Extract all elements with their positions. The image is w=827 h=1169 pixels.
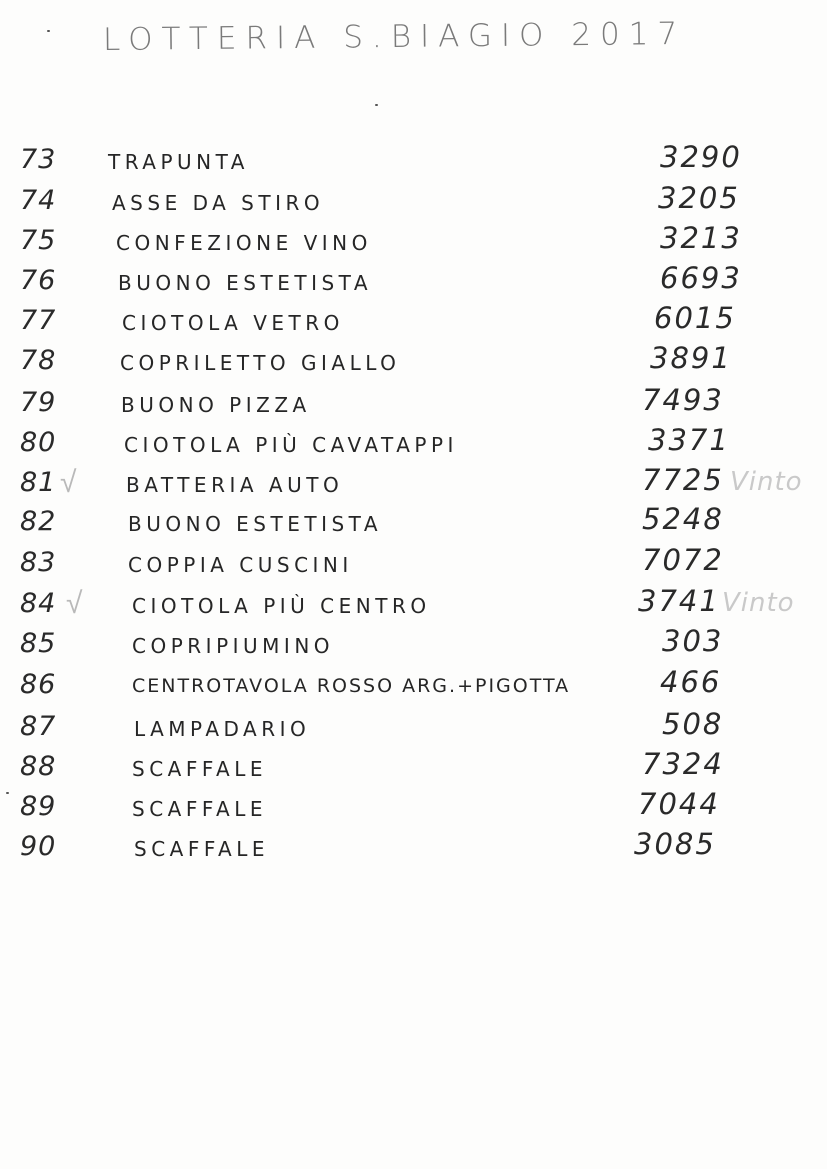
prize-name: SCAFFALE — [134, 837, 269, 861]
table-row — [0, 140, 827, 182]
table-row — [0, 543, 827, 585]
table-row — [0, 383, 827, 425]
table-row — [0, 301, 827, 343]
table-row — [0, 787, 827, 829]
prize-number: 80 — [20, 427, 57, 458]
table-row — [0, 665, 827, 707]
winning-ticket: 7072 — [642, 543, 724, 577]
prize-name: BATTERIA AUTO — [126, 473, 344, 497]
winning-ticket: 3371 — [648, 423, 730, 457]
winning-ticket: 7725 — [642, 463, 724, 497]
prize-number: 87 — [20, 711, 57, 742]
winning-ticket: 3085 — [634, 827, 716, 861]
prize-name: LAMPADARIO — [134, 717, 311, 741]
prize-number: 86 — [20, 669, 57, 700]
prize-name: SCAFFALE — [132, 797, 267, 821]
winning-ticket: 3205 — [658, 181, 740, 215]
winning-ticket: 7493 — [642, 383, 724, 417]
prize-number: 88 — [20, 751, 57, 782]
prize-name: CENTROTAVOLA ROSSO ARG.+PIGOTTA — [132, 675, 571, 697]
table-row — [0, 624, 827, 666]
prize-name: CONFEZIONE VINO — [116, 231, 372, 255]
prize-name: ASSE DA STIRO — [112, 191, 325, 215]
winning-ticket: 508 — [662, 707, 724, 741]
checkmark-icon: √ — [66, 586, 83, 621]
winning-ticket: 466 — [660, 665, 722, 699]
winning-ticket: 6015 — [654, 301, 736, 335]
winning-ticket: 3741 — [638, 584, 720, 618]
prize-name: SCAFFALE — [132, 757, 267, 781]
prize-name: BUONO ESTETISTA — [128, 512, 383, 536]
table-row — [0, 181, 827, 223]
table-row — [0, 261, 827, 303]
scan-speck — [47, 30, 50, 32]
winning-ticket: 5248 — [642, 502, 724, 536]
prize-name: BUONO PIZZA — [121, 393, 311, 417]
prize-number: 81 — [20, 467, 57, 498]
table-row — [0, 827, 827, 869]
won-note: Vinto — [730, 467, 803, 497]
table-row — [0, 747, 827, 789]
prize-name: COPRIPIUMINO — [132, 634, 335, 658]
checkmark-icon: √ — [60, 465, 77, 500]
prize-name: CIOTOLA PIÙ CENTRO — [132, 594, 431, 618]
prize-name: COPRILETTO GIALLO — [120, 351, 401, 375]
winning-ticket: 6693 — [660, 261, 742, 295]
prize-number: 75 — [20, 225, 57, 256]
winning-ticket: 3891 — [650, 341, 732, 375]
winning-ticket: 7324 — [642, 747, 724, 781]
prize-number: 83 — [20, 547, 57, 578]
winning-ticket: 3213 — [660, 221, 742, 255]
table-row — [0, 707, 827, 749]
prize-number: 85 — [20, 628, 57, 659]
prize-name: CIOTOLA PIÙ CAVATAPPI — [124, 433, 458, 457]
prize-number: 74 — [20, 185, 57, 216]
table-row — [0, 423, 827, 465]
table-row — [0, 502, 827, 544]
prize-number: 77 — [20, 305, 57, 336]
prize-number: 76 — [20, 265, 57, 296]
prize-number: 73 — [20, 144, 57, 175]
prize-number: 82 — [20, 506, 57, 537]
winning-ticket: 303 — [662, 624, 724, 658]
winning-ticket: 7044 — [638, 787, 720, 821]
prize-number: 90 — [20, 831, 57, 862]
prize-name: BUONO ESTETISTA — [118, 271, 373, 295]
table-row — [0, 584, 827, 626]
prize-name: CIOTOLA VETRO — [122, 311, 344, 335]
prize-number: 78 — [20, 345, 57, 376]
prize-name: COPPIA CUSCINI — [128, 553, 353, 577]
prize-number: 84 — [20, 588, 57, 619]
winning-ticket: 3290 — [660, 140, 742, 174]
table-row — [0, 341, 827, 383]
prize-name: TRAPUNTA — [108, 150, 249, 174]
table-row — [0, 221, 827, 263]
table-row — [0, 463, 827, 505]
won-note: Vinto — [722, 588, 795, 618]
page-title: LOTTERIA S.BIAGIO 2017 — [102, 15, 687, 58]
prize-number: 79 — [20, 387, 57, 418]
scan-speck — [375, 104, 378, 106]
prize-number: 89 — [20, 791, 57, 822]
